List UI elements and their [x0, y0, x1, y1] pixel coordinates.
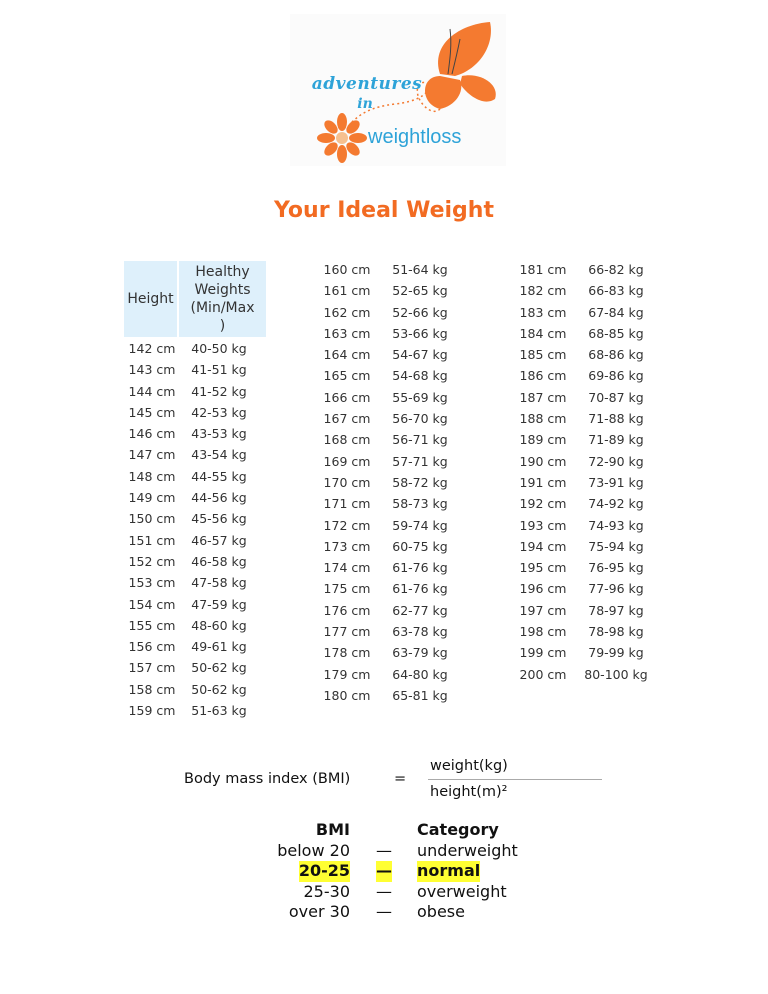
table-row [316, 472, 462, 493]
weight-cell: 62-77 kg [392, 602, 448, 618]
weight-cell: 68-86 kg [588, 347, 644, 363]
category-dash: — [376, 861, 392, 880]
height-cell: 147 cm [128, 447, 176, 463]
table-row [512, 408, 658, 429]
height-cell: 154 cm [128, 596, 176, 612]
table-row [512, 302, 658, 323]
table-row [124, 530, 258, 551]
table-row [512, 642, 658, 663]
table-row [316, 365, 462, 386]
weight-cell: 60-75 kg [392, 538, 448, 554]
logo-text-weightloss: weightloss [368, 126, 462, 148]
height-cell: 183 cm [519, 304, 567, 320]
table-row [512, 365, 658, 386]
category-row [260, 902, 560, 923]
weight-cell: 72-90 kg [588, 453, 644, 469]
height-cell: 174 cm [323, 560, 371, 576]
table-row [316, 408, 462, 429]
height-cell: 159 cm [128, 703, 176, 719]
weight-cell: 50-62 kg [191, 681, 247, 697]
weight-cell: 56-70 kg [392, 411, 448, 427]
table-row [124, 423, 258, 444]
height-cell: 144 cm [128, 383, 176, 399]
weight-cell: 80-100 kg [584, 666, 648, 682]
weight-cell: 51-63 kg [191, 703, 247, 719]
height-cell: 185 cm [519, 347, 567, 363]
table-row [316, 578, 462, 599]
header-healthy-weights [179, 261, 266, 337]
height-cell: 162 cm [323, 304, 371, 320]
weight-table-column-2 [316, 259, 462, 706]
weight-cell: 71-88 kg [588, 411, 644, 427]
table-row [316, 280, 462, 301]
table-row [316, 259, 462, 280]
table-row [512, 664, 658, 685]
height-cell: 199 cm [519, 645, 567, 661]
weight-cell: 58-73 kg [392, 496, 448, 512]
height-cell: 176 cm [323, 602, 371, 618]
weight-cell: 44-56 kg [191, 490, 247, 506]
height-cell: 146 cm [128, 426, 176, 442]
weight-cell: 52-66 kg [392, 304, 448, 320]
table-row [124, 338, 258, 359]
height-cell: 150 cm [128, 511, 176, 527]
bmi-numerator: weight(kg) [430, 758, 508, 774]
height-cell: 193 cm [519, 517, 567, 533]
weight-cell: 66-82 kg [588, 262, 644, 277]
weight-cell: 52-65 kg [392, 283, 448, 299]
weight-cell: 61-76 kg [392, 560, 448, 576]
height-cell: 165 cm [323, 368, 371, 384]
height-cell: 169 cm [323, 453, 371, 469]
category-category: normal [417, 861, 481, 880]
weight-cell: 53-66 kg [392, 325, 448, 341]
table-row [124, 466, 258, 487]
height-cell: 195 cm [519, 560, 567, 576]
weight-cell: 43-54 kg [191, 447, 247, 463]
weight-cell: 70-87 kg [588, 389, 644, 405]
table-row [316, 515, 462, 536]
height-cell: 163 cm [323, 325, 371, 341]
weight-cell: 54-67 kg [392, 347, 448, 363]
category-bmi: 25-30 [303, 881, 350, 901]
category-dash: — [376, 902, 392, 921]
table-row [124, 402, 258, 423]
page-title: Your Ideal Weight [274, 198, 494, 223]
weight-cell: 61-76 kg [392, 581, 448, 597]
weight-table-column-1 [124, 338, 258, 721]
height-cell: 152 cm [128, 553, 176, 569]
bmi-equals: = [394, 771, 407, 787]
weight-cell: 74-93 kg [588, 517, 644, 533]
weight-cell: 58-72 kg [392, 474, 448, 490]
weight-cell: 75-94 kg [588, 538, 644, 554]
header-weights-line: (Min/Max [190, 300, 255, 316]
logo-text-in: in [357, 96, 373, 112]
weight-cell: 67-84 kg [588, 304, 644, 320]
table-row [316, 344, 462, 365]
height-cell: 180 cm [323, 687, 371, 703]
category-dash: — [376, 881, 392, 901]
table-row [316, 387, 462, 408]
table-row [316, 451, 462, 472]
height-cell: 197 cm [519, 602, 567, 618]
table-row [512, 280, 658, 301]
height-cell: 171 cm [323, 496, 371, 512]
category-header-category: Category [417, 820, 499, 839]
category-bmi: below 20 [277, 840, 350, 860]
table-row [124, 572, 258, 593]
weight-cell: 43-53 kg [191, 426, 247, 442]
table-row [512, 451, 658, 472]
height-cell: 168 cm [323, 432, 371, 448]
height-cell: 172 cm [323, 517, 371, 533]
height-cell: 175 cm [323, 581, 371, 597]
header-weights-line: Healthy [195, 264, 250, 280]
header-weights-line: ) [219, 318, 226, 334]
table-row [124, 700, 258, 721]
height-cell: 161 cm [323, 283, 371, 299]
weight-cell: 46-58 kg [191, 553, 247, 569]
table-row [316, 642, 462, 663]
height-cell: 153 cm [128, 575, 176, 591]
weight-cell: 51-64 kg [392, 262, 448, 277]
height-cell: 173 cm [323, 538, 371, 554]
table-row [124, 657, 258, 678]
height-cell: 192 cm [519, 496, 567, 512]
height-cell: 142 cm [128, 341, 176, 356]
height-cell: 181 cm [519, 262, 567, 277]
height-cell: 196 cm [519, 581, 567, 597]
weight-cell: 71-89 kg [588, 432, 644, 448]
table-row [316, 664, 462, 685]
weight-cell: 74-92 kg [588, 496, 644, 512]
table-row [316, 557, 462, 578]
weight-cell: 45-56 kg [191, 511, 247, 527]
bmi-formula [184, 756, 614, 806]
weight-cell: 50-62 kg [191, 660, 247, 676]
height-cell: 182 cm [519, 283, 567, 299]
bmi-denominator: height(m)² [430, 784, 508, 800]
height-cell: 156 cm [128, 639, 176, 655]
height-cell: 189 cm [519, 432, 567, 448]
weight-cell: 73-91 kg [588, 474, 644, 490]
table-row [512, 323, 658, 344]
weight-cell: 78-97 kg [588, 602, 644, 618]
weight-cell: 40-50 kg [191, 341, 247, 356]
table-row [316, 621, 462, 642]
bmi-label: Body mass index (BMI) [184, 771, 351, 787]
category-row [260, 861, 560, 882]
height-cell: 149 cm [128, 490, 176, 506]
weight-cell: 78-98 kg [588, 624, 644, 640]
height-cell: 170 cm [323, 474, 371, 490]
weight-cell: 68-85 kg [588, 325, 644, 341]
bmi-category-table [260, 820, 560, 923]
category-bmi: over 30 [288, 902, 350, 921]
height-cell: 145 cm [128, 404, 176, 420]
table-row [512, 344, 658, 365]
table-row [512, 259, 658, 280]
weight-cell: 77-96 kg [588, 581, 644, 597]
weight-cell: 55-69 kg [392, 389, 448, 405]
header-weights-line: Weights [194, 282, 251, 298]
height-cell: 179 cm [323, 666, 371, 682]
category-dash: — [376, 840, 392, 860]
height-cell: 188 cm [519, 411, 567, 427]
category-category: obese [417, 902, 465, 921]
weight-cell: 69-86 kg [588, 368, 644, 384]
weight-cell: 63-79 kg [392, 645, 448, 661]
table-row [124, 381, 258, 402]
table-row [512, 493, 658, 514]
weight-cell: 76-95 kg [588, 560, 644, 576]
weight-cell: 63-78 kg [392, 624, 448, 640]
table-row [512, 429, 658, 450]
table-row [316, 536, 462, 557]
category-category: overweight [417, 881, 507, 901]
header-height: Height [124, 261, 177, 337]
weight-cell: 41-52 kg [191, 383, 247, 399]
table-row [124, 551, 258, 572]
table-row [512, 557, 658, 578]
height-cell: 148 cm [128, 468, 176, 484]
category-category: underweight [417, 840, 518, 860]
height-cell: 167 cm [323, 411, 371, 427]
height-cell: 198 cm [519, 624, 567, 640]
table-row [124, 679, 258, 700]
weight-cell: 41-51 kg [191, 362, 247, 378]
table-row [512, 621, 658, 642]
weight-cell: 46-57 kg [191, 532, 247, 548]
category-row [260, 882, 560, 903]
weight-cell: 48-60 kg [191, 617, 247, 633]
weight-cell: 49-61 kg [191, 639, 247, 655]
weight-cell: 42-53 kg [191, 404, 247, 420]
table-row [512, 536, 658, 557]
table-row [316, 600, 462, 621]
height-cell: 164 cm [323, 347, 371, 363]
weight-cell: 66-83 kg [588, 283, 644, 299]
height-cell: 166 cm [323, 389, 371, 405]
category-header-bmi: BMI [315, 820, 350, 839]
fraction-bar [428, 779, 602, 780]
weight-cell: 54-68 kg [392, 368, 448, 384]
table-row [124, 594, 258, 615]
weight-table-column-3 [512, 259, 658, 685]
table-row [316, 429, 462, 450]
weight-cell: 47-59 kg [191, 596, 247, 612]
weight-cell: 47-58 kg [191, 575, 247, 591]
table-row [316, 493, 462, 514]
table-row [512, 578, 658, 599]
height-cell: 190 cm [519, 453, 567, 469]
table-row [124, 359, 258, 380]
table-row [124, 487, 258, 508]
weight-cell: 57-71 kg [392, 453, 448, 469]
height-cell: 151 cm [128, 532, 176, 548]
table-row [124, 615, 258, 636]
table-row [316, 685, 462, 706]
height-cell: 143 cm [128, 362, 176, 378]
height-cell: 160 cm [323, 262, 371, 277]
table-row [316, 302, 462, 323]
table-row [124, 636, 258, 657]
weight-cell: 65-81 kg [392, 687, 448, 703]
table-row [124, 444, 258, 465]
weight-cell: 79-99 kg [588, 645, 644, 661]
weight-cell: 64-80 kg [392, 666, 448, 682]
weight-cell: 44-55 kg [191, 468, 247, 484]
table-row [124, 508, 258, 529]
height-cell: 178 cm [323, 645, 371, 661]
table-row [512, 472, 658, 493]
logo [290, 14, 506, 166]
weight-cell: 56-71 kg [392, 432, 448, 448]
height-cell: 184 cm [519, 325, 567, 341]
table-row [512, 515, 658, 536]
table-row [316, 323, 462, 344]
table-row [512, 387, 658, 408]
category-row [260, 841, 560, 862]
weight-cell: 59-74 kg [392, 517, 448, 533]
logo-text-adventures: adventures [311, 74, 423, 94]
height-cell: 187 cm [519, 389, 567, 405]
height-cell: 194 cm [519, 538, 567, 554]
height-cell: 191 cm [519, 474, 567, 490]
height-cell: 155 cm [128, 617, 176, 633]
category-header [260, 820, 560, 841]
height-cell: 158 cm [128, 681, 176, 697]
height-cell: 186 cm [519, 368, 567, 384]
height-cell: 177 cm [323, 624, 371, 640]
table-header [124, 261, 266, 337]
height-cell: 157 cm [128, 660, 176, 676]
table-row [512, 600, 658, 621]
category-bmi: 20-25 [298, 861, 350, 880]
height-cell: 200 cm [519, 666, 567, 682]
